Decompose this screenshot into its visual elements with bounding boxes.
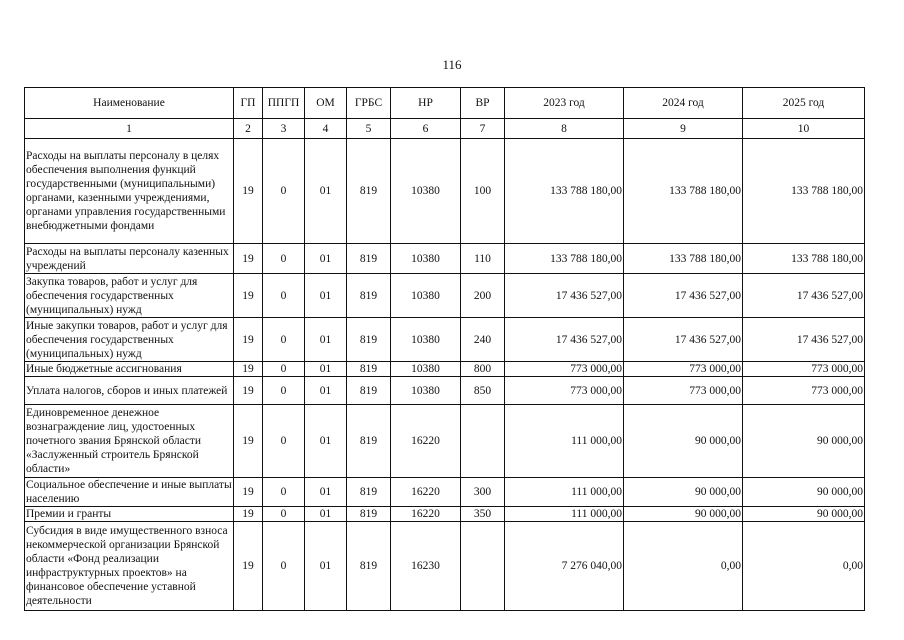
amount-2023-cell: 17 436 527,00 [505, 274, 624, 318]
amount-2024-cell: 0,00 [624, 522, 743, 611]
amount-2023-cell: 17 436 527,00 [505, 318, 624, 362]
amount-2024-cell: 90 000,00 [624, 405, 743, 478]
amount-2024-cell: 17 436 527,00 [624, 318, 743, 362]
ppgp-cell: 0 [263, 377, 305, 405]
name-cell: Премии и гранты [25, 507, 234, 522]
amount-2025-cell: 133 788 180,00 [743, 244, 865, 274]
amount-2023-cell: 111 000,00 [505, 405, 624, 478]
grbs-cell: 819 [347, 244, 391, 274]
nr-cell: 10380 [391, 318, 461, 362]
amount-2024-cell: 133 788 180,00 [624, 244, 743, 274]
amount-2024-cell: 133 788 180,00 [624, 139, 743, 244]
om-cell: 01 [305, 405, 347, 478]
grbs-cell: 819 [347, 507, 391, 522]
gp-cell: 19 [234, 244, 263, 274]
vr-cell: 100 [461, 139, 505, 244]
om-cell: 01 [305, 507, 347, 522]
table-row [25, 478, 865, 507]
table-row [25, 274, 865, 318]
amount-2025-cell: 90 000,00 [743, 405, 865, 478]
amount-2024-cell: 90 000,00 [624, 507, 743, 522]
amount-2025-cell: 773 000,00 [743, 377, 865, 405]
ppgp-cell: 0 [263, 318, 305, 362]
om-cell: 01 [305, 139, 347, 244]
gp-cell: 19 [234, 522, 263, 611]
nr-cell: 10380 [391, 362, 461, 377]
name-cell: Субсидия в виде имущественного взноса некоммерческой организации Брянской области «Фонд реализации инфраструктурных проектов» на финансовое обеспечение уставной деятельности [25, 522, 234, 611]
name-cell: Уплата налогов, сборов и иных платежей [25, 377, 234, 405]
amount-2025-cell: 133 788 180,00 [743, 139, 865, 244]
gp-cell: 19 [234, 405, 263, 478]
nr-cell: 16220 [391, 405, 461, 478]
nr-cell: 10380 [391, 244, 461, 274]
column-number: 8 [505, 119, 624, 139]
header-row [25, 88, 865, 119]
ppgp-cell: 0 [263, 507, 305, 522]
amount-2023-cell: 773 000,00 [505, 377, 624, 405]
om-cell: 01 [305, 274, 347, 318]
column-number: 4 [305, 119, 347, 139]
column-number: 5 [347, 119, 391, 139]
table-row [25, 244, 865, 274]
gp-cell: 19 [234, 362, 263, 377]
nr-cell: 16220 [391, 507, 461, 522]
amount-2024-cell: 773 000,00 [624, 377, 743, 405]
amount-2025-cell: 90 000,00 [743, 478, 865, 507]
column-number: 1 [25, 119, 234, 139]
name-cell: Иные закупки товаров, работ и услуг для обеспечения государственных (муниципальных) нужд [25, 318, 234, 362]
name-cell: Социальное обеспечение и иные выплаты населению [26, 479, 232, 505]
om-cell: 01 [305, 362, 347, 377]
vr-cell: 350 [461, 507, 505, 522]
table-row [25, 318, 865, 362]
header-ppgp: ППГП [263, 88, 305, 119]
header-name: Наименование [25, 88, 234, 119]
amount-2023-cell: 773 000,00 [505, 362, 624, 377]
table-row [25, 377, 865, 405]
grbs-cell: 819 [347, 522, 391, 611]
column-number: 6 [391, 119, 461, 139]
table-row [25, 507, 865, 522]
amount-2025-cell: 90 000,00 [743, 507, 865, 522]
grbs-cell: 819 [347, 318, 391, 362]
nr-cell: 16220 [391, 478, 461, 507]
amount-2025-cell: 17 436 527,00 [743, 318, 865, 362]
amount-2023-cell: 111 000,00 [505, 478, 624, 507]
page-number: 116 [442, 57, 462, 72]
vr-cell: 240 [461, 318, 505, 362]
grbs-cell: 819 [347, 362, 391, 377]
header-vr: ВР [461, 88, 505, 119]
ppgp-cell: 0 [263, 244, 305, 274]
table-body [25, 139, 865, 611]
om-cell: 01 [305, 478, 347, 507]
column-number: 7 [461, 119, 505, 139]
amount-2024-cell: 773 000,00 [624, 362, 743, 377]
om-cell: 01 [305, 244, 347, 274]
column-number: 10 [743, 119, 865, 139]
ppgp-cell: 0 [263, 139, 305, 244]
vr-cell: 110 [461, 244, 505, 274]
name-cell: Иные бюджетные ассигнования [25, 362, 234, 377]
ppgp-cell: 0 [263, 362, 305, 377]
header-nr: НР [391, 88, 461, 119]
table-row [25, 522, 865, 611]
nr-cell: 16230 [391, 522, 461, 611]
header-om: ОМ [305, 88, 347, 119]
om-cell: 01 [305, 522, 347, 611]
amount-2023-cell: 133 788 180,00 [505, 139, 624, 244]
grbs-cell: 819 [347, 377, 391, 405]
amount-2023-cell: 111 000,00 [505, 507, 624, 522]
budget-table [24, 87, 865, 611]
gp-cell: 19 [234, 507, 263, 522]
nr-cell: 10380 [391, 274, 461, 318]
column-number: 9 [624, 119, 743, 139]
ppgp-cell: 0 [263, 478, 305, 507]
header-2024: 2024 год [624, 88, 743, 119]
name-cell: Единовременное денежное вознаграждение лиц, удостоенных почетного звания Брянской области «Заслуженный строитель Брянской области» [25, 405, 234, 478]
amount-2025-cell: 0,00 [743, 522, 865, 611]
name-cell: Закупка товаров, работ и услуг для обеспечения государственных (муниципальных) нужд [25, 274, 234, 318]
nr-cell: 10380 [391, 377, 461, 405]
name-cell: Расходы на выплаты персоналу казенных учреждений [25, 244, 234, 274]
vr-cell [461, 405, 505, 478]
vr-cell: 300 [461, 478, 505, 507]
amount-2024-cell: 17 436 527,00 [624, 274, 743, 318]
table-row [25, 139, 865, 244]
table-row [25, 362, 865, 377]
vr-cell: 800 [461, 362, 505, 377]
header-grbs: ГРБС [347, 88, 391, 119]
gp-cell: 19 [234, 274, 263, 318]
grbs-cell: 819 [347, 139, 391, 244]
column-number: 2 [234, 119, 263, 139]
gp-cell: 19 [234, 139, 263, 244]
gp-cell: 19 [234, 377, 263, 405]
ppgp-cell: 0 [263, 274, 305, 318]
column-number-row [25, 119, 865, 139]
column-number: 3 [263, 119, 305, 139]
vr-cell [461, 522, 505, 611]
amount-2025-cell: 773 000,00 [743, 362, 865, 377]
name-cell: Расходы на выплаты персоналу в целях обеспечения выполнения функций государственными (муниципальными) органами, казенными учреждениями, органами управления государственными внебюджетными фондами [25, 139, 234, 244]
ppgp-cell: 0 [263, 405, 305, 478]
header-2025: 2025 год [743, 88, 865, 119]
amount-2023-cell: 7 276 040,00 [505, 522, 624, 611]
vr-cell: 200 [461, 274, 505, 318]
gp-cell: 19 [234, 318, 263, 362]
table-row [25, 405, 865, 478]
amount-2023-cell: 133 788 180,00 [505, 244, 624, 274]
amount-2024-cell: 90 000,00 [624, 478, 743, 507]
grbs-cell: 819 [347, 405, 391, 478]
header-gp: ГП [234, 88, 263, 119]
om-cell: 01 [305, 318, 347, 362]
grbs-cell: 819 [347, 274, 391, 318]
nr-cell: 10380 [391, 139, 461, 244]
header-2023: 2023 год [505, 88, 624, 119]
grbs-cell: 819 [347, 478, 391, 507]
gp-cell: 19 [234, 478, 263, 507]
ppgp-cell: 0 [263, 522, 305, 611]
vr-cell: 850 [461, 377, 505, 405]
om-cell: 01 [305, 377, 347, 405]
amount-2025-cell: 17 436 527,00 [743, 274, 865, 318]
